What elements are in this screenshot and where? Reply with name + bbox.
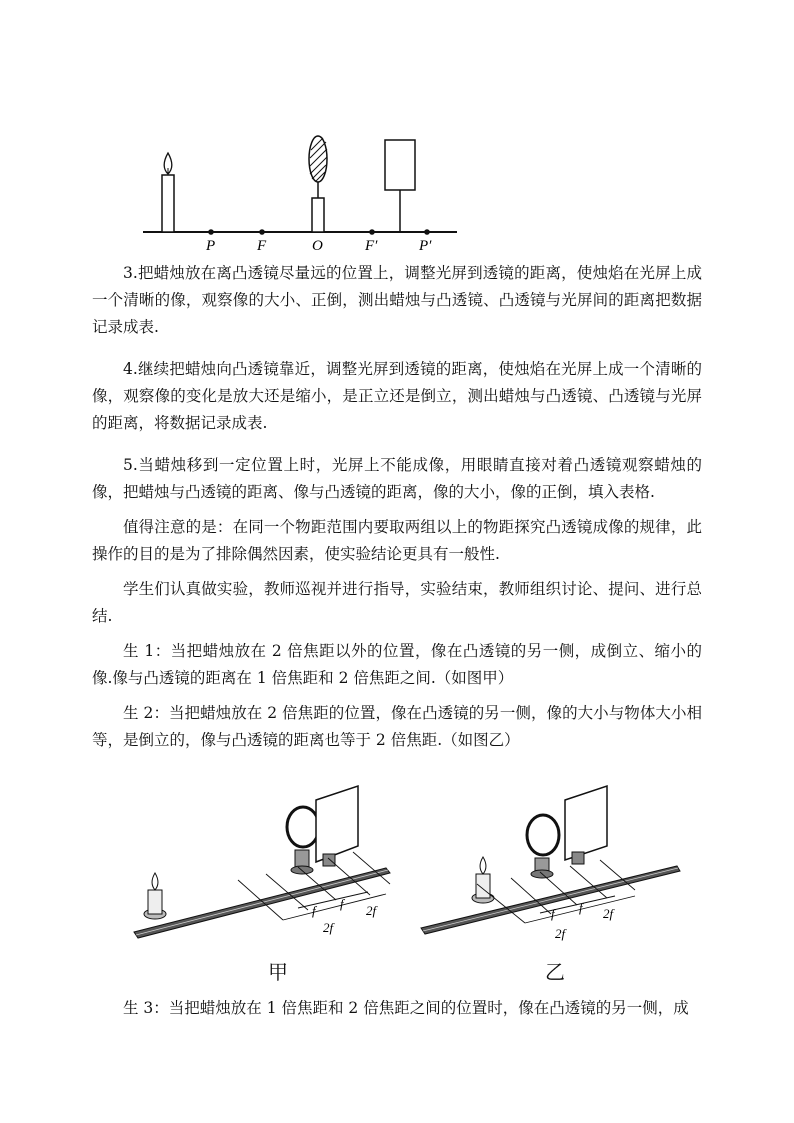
label-2f-bottom: 2f — [555, 926, 566, 941]
candle-icon — [144, 873, 166, 919]
paragraph-student-3: 生 3：当把蜡烛放在 1 倍焦距和 2 倍焦距之间的位置时，像在凸透镜的另一侧，成 — [123, 999, 689, 1017]
convex-lens-icon — [287, 807, 319, 874]
label-f-1: f — [551, 906, 555, 921]
label-f-2: f — [340, 896, 344, 911]
light-screen-icon — [385, 140, 415, 232]
paragraph-step-5: 5.当蜡烛移到一定位置上时，光屏上不能成像，用眼睛直接对着凸透镜观察蜡烛的像，把蜡烛与凸透镜的距离、像与凸透镜的距离，像的大小，像的正倒，填入表格. — [92, 456, 702, 501]
optical-bench-diagram — [135, 130, 465, 255]
label-2f-right: 2f — [366, 903, 377, 918]
candle-icon — [472, 857, 494, 903]
caption-jia: 甲 — [268, 960, 288, 984]
label-p-prime: P′ — [419, 238, 432, 254]
convex-lens-icon — [527, 815, 559, 878]
label-p: P — [206, 238, 216, 254]
label-2f-bottom: 2f — [323, 920, 334, 935]
light-screen-icon — [316, 786, 358, 866]
label-f-2: f — [579, 900, 583, 915]
label-f-1: f — [312, 903, 316, 918]
paragraph-step-3: 3.把蜡烛放在离凸透镜尽量远的位置上，调整光屏到透镜的距离，使烛焰在光屏上成一个清晰的像，观察像的大小、正倒，测出蜡烛与凸透镜、凸透镜与光屏间的距离把数据记录成表. — [92, 264, 702, 336]
caption-yi: 乙 — [545, 960, 565, 984]
label-2f-right: 2f — [603, 906, 614, 921]
paragraph-step-4: 4.继续把蜡烛向凸透镜靠近，调整光屏到透镜的距离，使烛焰在光屏上成一个清晰的像，观察像的变化是放大还是缩小，是正立还是倒立，测出蜡烛与凸透镜、凸透镜与光屏的距离，将数据记录成表. — [92, 360, 702, 432]
paragraph-summary: 学生们认真做实验，教师巡视并进行指导，实验结束，教师组织讨论、提问、进行总结. — [92, 580, 702, 625]
label-o: O — [312, 238, 323, 254]
paragraph-note: 值得注意的是：在同一个物距范围内要取两组以上的物距探究凸透镜成像的规律，此操作的目的是为了排除偶然因素，使实验结论更具有一般性. — [92, 518, 702, 563]
convex-lens-icon — [309, 136, 327, 232]
experiment-figure-jia — [128, 780, 413, 945]
label-f-prime: F′ — [365, 238, 378, 254]
experiment-figure-yi — [415, 780, 700, 945]
paragraph-student-2: 生 2：当把蜡烛放在 2 倍焦距的位置，像在凸透镜的另一侧，像的大小与物体大小相等，是倒立的，像与凸透镜的距离也等于 2 倍焦距.（如图乙） — [92, 704, 702, 749]
candle-icon — [162, 153, 174, 232]
light-screen-icon — [565, 786, 607, 864]
label-f: F — [257, 238, 267, 254]
paragraph-student-1: 生 1：当把蜡烛放在 2 倍焦距以外的位置，像在凸透镜的另一侧，成倒立、缩小的像.像与凸透镜的距离在 1 倍焦距和 2 倍焦距之间.（如图甲） — [92, 642, 702, 687]
